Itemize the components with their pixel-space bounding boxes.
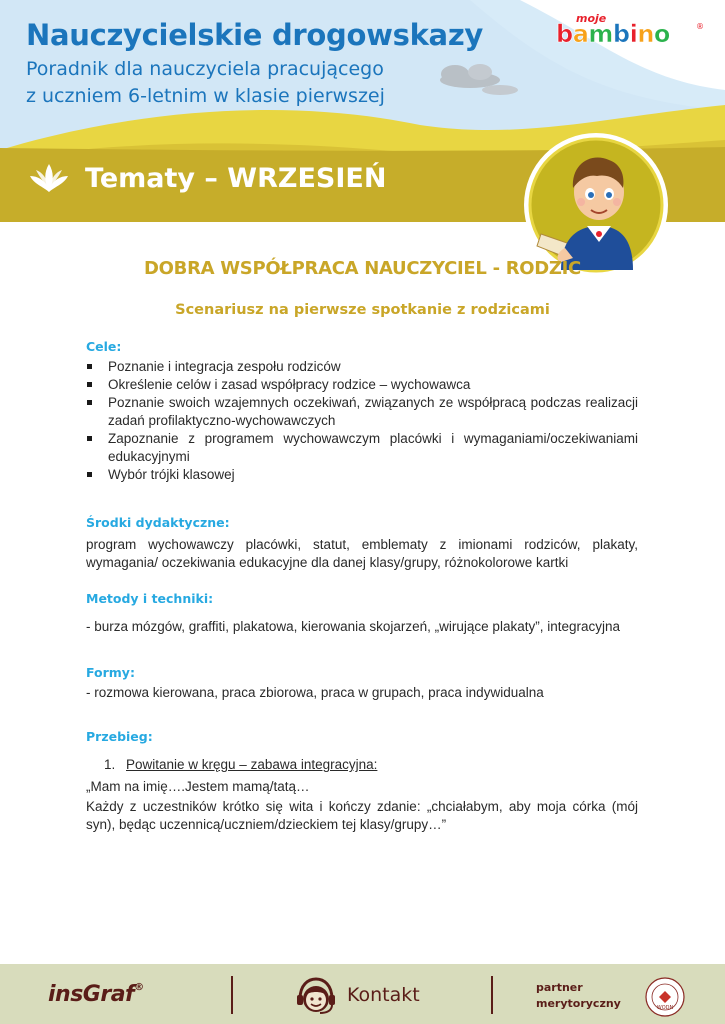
aids-text: program wychowawczy placówki, statut, emblematy z imionami rodziców, plakaty, wymagania/ oczekiwania edukacyjne dla danej klasy/grupy, różnokolorowe kartki	[86, 537, 638, 570]
course-step	[104, 756, 638, 774]
list-item: Określenie celów i zasad współpracy rodzice – wychowawca	[86, 376, 638, 394]
quote-text: „Mam na imię….Jestem mamą/tatą…	[86, 779, 310, 794]
kontakt-label[interactable]: Kontakt	[347, 984, 420, 1006]
brand-letter: i	[629, 20, 638, 48]
methods-heading: Metody i techniki:	[86, 591, 214, 606]
goals-heading: Cele:	[86, 339, 122, 354]
list-item: Wybór trójki klasowej	[86, 466, 638, 484]
step-title: Powitanie w kręgu – zabawa integracyjna:	[126, 757, 378, 772]
goals-list	[86, 358, 638, 484]
forms-text: - rozmowa kierowana, praca zbiorowa, praca w grupach, praca indywidualna	[86, 685, 544, 700]
brand-registered-mark: ®	[696, 22, 704, 31]
course-heading: Przebieg:	[86, 729, 153, 744]
insgraf-registered-mark: ®	[134, 982, 144, 993]
brand-letter: a	[572, 20, 589, 48]
footer-divider	[491, 976, 493, 1014]
bambino-logo	[556, 12, 706, 54]
document-title-text: DOBRA WSPÓŁPRACA NAUCZYCIEL - RODZIC	[144, 258, 581, 279]
brand-letter: o	[653, 20, 670, 48]
methods-text: - burza mózgów, graffiti, plakatowa, kierowania skojarzeń, „wirujące plakaty”, integracyjna	[86, 619, 620, 634]
brand-wordmark	[556, 20, 670, 48]
document-title	[0, 258, 725, 279]
footer-divider	[231, 976, 233, 1014]
leaf-icon	[28, 162, 70, 196]
brand-letter: b	[612, 20, 630, 48]
step-number: 1.	[104, 757, 116, 772]
headset-person-icon	[294, 977, 338, 1017]
list-item: Poznanie swoich wzajemnych oczekiwań, związanych ze współpracą podczas realizacji zadań profilaktyczno-wychowawczych	[86, 394, 638, 430]
page-footer	[0, 964, 725, 1024]
partner-line-1: partner	[536, 981, 583, 994]
list-item: Zapoznanie z programem wychowawczym placówki i wymaganiami/oczekiwaniami edukacyjnymi	[86, 430, 638, 466]
brand-small-text: moje	[576, 12, 607, 25]
wodn-seal-label: WODN	[656, 1005, 674, 1011]
document-subtitle: Scenariusz na pierwsze spotkanie z rodzicami	[175, 302, 550, 318]
brand-letter: n	[637, 20, 654, 48]
topic-heading: Tematy – WRZESIEŃ	[85, 163, 387, 194]
insgraf-logo	[48, 982, 144, 1007]
aids-heading: Środki dydaktyczne:	[86, 515, 230, 530]
partner-label	[536, 980, 621, 1012]
subtitle-line-2: z uczniem 6-letnim w klasie pierwszej	[26, 85, 385, 107]
wodn-seal	[645, 977, 685, 1017]
insgraf-logo-text: insGraf	[48, 982, 135, 1007]
subtitle-line-1: Poradnik dla nauczyciela pracującego	[26, 58, 384, 80]
partner-line-2: merytoryczny	[536, 997, 621, 1010]
course-text: Każdy z uczestników krótko się wita i kończy zdanie: „chciałabym, aby moja córka (mój syn), będąc uczennicą/uczniem/dzieckiem tej klasy/grupy…”	[86, 799, 638, 832]
brand-letter: b	[556, 20, 573, 48]
list-item: Poznanie i integracja zespołu rodziców	[86, 358, 638, 376]
document-body	[86, 338, 638, 834]
main-title: Nauczycielskie drogowskazy	[26, 18, 484, 52]
brand-letter: m	[588, 20, 613, 48]
forms-heading: Formy:	[86, 665, 135, 680]
